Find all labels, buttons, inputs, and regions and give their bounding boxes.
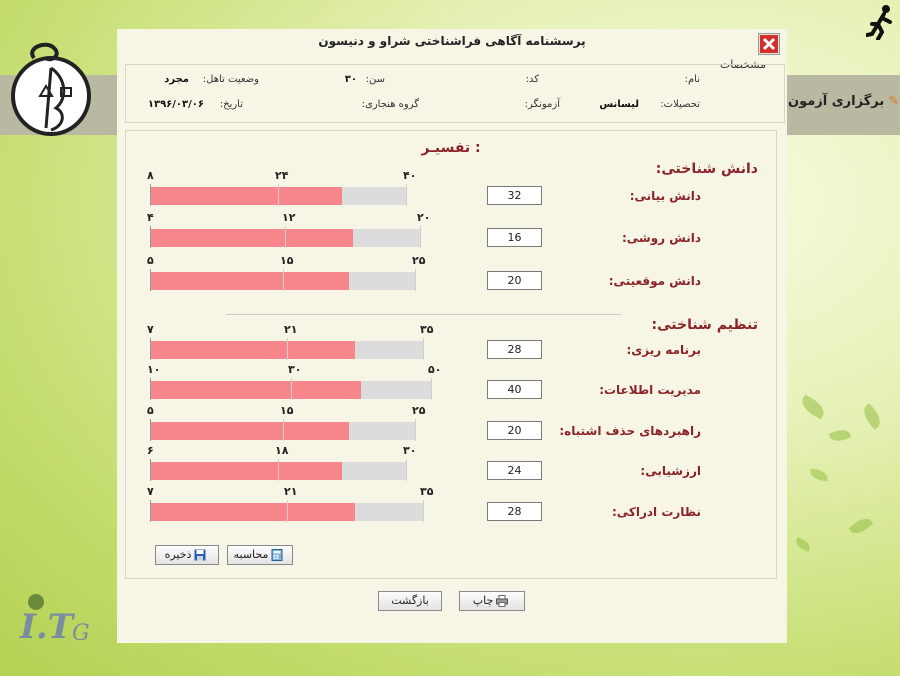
score-bar-axis — [150, 419, 151, 441]
info-label: مشخصات — [719, 58, 766, 71]
itg-logo-icon — [18, 592, 98, 652]
score-bar — [147, 169, 417, 205]
score-bar-tick — [423, 338, 424, 360]
score-bar-tick-label: ۷ — [147, 323, 154, 336]
score-bar-tick-label: ۲۱ — [284, 323, 298, 336]
printer-icon — [496, 595, 508, 607]
date-value: ۱۳۹۶/۰۳/۰۶ — [147, 99, 204, 110]
date-label: تاریخ: — [219, 99, 243, 110]
save-label: ذخیره — [164, 548, 192, 561]
score-bar-tick-label: ۶ — [147, 444, 154, 457]
score-bar-fill — [150, 187, 342, 205]
score-bar-tick — [431, 378, 432, 400]
score-value-field[interactable]: 32 — [487, 186, 542, 205]
score-bar-fill — [150, 462, 342, 480]
score-bar-tick — [287, 338, 288, 360]
start-test-link[interactable] — [788, 94, 899, 109]
calculate-button[interactable] — [227, 545, 293, 565]
running-man-icon[interactable] — [866, 4, 896, 40]
score-bar — [147, 444, 417, 480]
score-bar-tick-label: ۳۵ — [420, 485, 434, 498]
calculator-icon — [271, 549, 283, 561]
score-bar-tick — [283, 269, 284, 291]
start-test-label: برگزاری آزمون — [788, 94, 885, 109]
leaf-decoration — [794, 537, 812, 552]
leaf-decoration — [798, 394, 828, 419]
section-divider — [226, 314, 621, 315]
score-bar-tick — [415, 419, 416, 441]
score-bar-tick-label: ۳۵ — [420, 323, 434, 336]
score-bar-axis — [150, 184, 151, 206]
score-value-field[interactable]: 20 — [487, 421, 542, 440]
age-value: ۳۰ — [344, 74, 357, 85]
score-bar — [147, 485, 434, 521]
score-bar-tick-label: ۳۰ — [403, 444, 417, 457]
score-label: دانش موقعیتی: — [608, 274, 701, 288]
marital-value: مجرد — [164, 74, 189, 85]
score-bar-axis — [150, 378, 151, 400]
score-bar-tick-label: ۲۰ — [417, 211, 431, 224]
score-bar-tick-label: ۱۰ — [147, 363, 161, 376]
pencil-icon: ✎ — [888, 94, 900, 109]
score-bar-axis — [150, 459, 151, 481]
score-bar-axis — [150, 269, 151, 291]
print-button[interactable] — [459, 591, 525, 611]
score-bar-axis — [150, 500, 151, 522]
score-value-field[interactable]: 16 — [487, 228, 542, 247]
score-bar-tick-label: ۲۵ — [412, 254, 426, 267]
score-bar-tick — [420, 226, 421, 248]
leaf-decoration — [849, 514, 874, 537]
score-label: نظارت ادراکی: — [611, 505, 701, 519]
score-bar-fill — [150, 381, 361, 399]
close-icon — [759, 34, 779, 54]
score-bar-tick — [406, 184, 407, 206]
score-bar-tick — [406, 459, 407, 481]
close-button[interactable] — [758, 33, 780, 55]
print-label: چاپ — [472, 594, 494, 607]
score-bar-tick — [423, 500, 424, 522]
score-bar-tick-label: ۴۰ — [403, 169, 417, 182]
score-label: مدیریت اطلاعات: — [599, 383, 701, 397]
score-bar — [147, 363, 442, 399]
code-label: کد: — [525, 74, 539, 85]
save-button[interactable] — [155, 545, 219, 565]
score-bar-tick-label: ۲۱ — [284, 485, 298, 498]
score-bar-tick-label: ۱۸ — [275, 444, 289, 457]
score-value-field[interactable]: 24 — [487, 461, 542, 480]
score-label: راهبردهای حذف اشتباه: — [559, 424, 701, 438]
score-bar-tick — [285, 226, 286, 248]
calculate-label: محاسبه — [233, 548, 269, 561]
interpretation-panel — [125, 130, 777, 579]
score-bar-tick-label: ۴ — [147, 211, 154, 224]
score-bar-tick-label: ۵ — [147, 254, 154, 267]
score-bar-tick-label: ۸ — [147, 169, 154, 182]
score-bar-fill — [150, 341, 355, 359]
score-bar-tick-label: ۵ — [147, 404, 154, 417]
score-bar-tick-label: ۷ — [147, 485, 154, 498]
score-bar-tick-label: ۲۵ — [412, 404, 426, 417]
leaf-decoration — [809, 469, 828, 482]
score-label: دانش بیانی: — [629, 189, 701, 203]
score-bar-tick-label: ۱۲ — [282, 211, 296, 224]
info-panel — [125, 64, 785, 123]
score-value-field[interactable]: 40 — [487, 380, 542, 399]
score-value-field[interactable]: 28 — [487, 502, 542, 521]
score-bar-axis — [150, 226, 151, 248]
questionnaire-dialog — [117, 29, 787, 643]
leaf-decoration — [829, 427, 852, 444]
floppy-disk-icon — [194, 549, 206, 561]
section-cognitive-knowledge: دانش شناختی: — [655, 161, 758, 177]
score-label: ارزشیابی: — [640, 464, 701, 478]
score-label: دانش روشی: — [621, 231, 701, 245]
score-bar-tick — [278, 184, 279, 206]
score-bar-tick-label: ۲۴ — [275, 169, 289, 182]
score-bar-fill — [150, 229, 353, 247]
svg-text:G: G — [72, 621, 90, 646]
score-bar-tick — [283, 419, 284, 441]
examinee-label: آزمونگر: — [524, 99, 560, 110]
score-value-field[interactable]: 28 — [487, 340, 542, 359]
section-cognitive-regulation: تنظیم شناختی: — [651, 317, 758, 333]
score-bar-fill — [150, 422, 349, 440]
score-bar-tick-label: ۱۵ — [280, 404, 294, 417]
age-label: سن: — [365, 74, 385, 85]
norm-group-label: گروه هنجاری: — [361, 99, 419, 110]
score-value-field[interactable]: 20 — [487, 271, 542, 290]
back-label: بازگشت — [391, 594, 429, 607]
leaf-decoration — [859, 403, 884, 430]
score-bar — [147, 211, 431, 247]
score-label: برنامه ریزی: — [626, 343, 701, 357]
marital-label: وضعیت تاهل: — [202, 74, 259, 85]
svg-text:I.T: I.T — [20, 607, 74, 647]
education-value: لیسانس — [599, 99, 639, 110]
score-bar-axis — [150, 338, 151, 360]
interpretation-title: تفسیـر : — [421, 140, 481, 156]
score-bar — [147, 254, 426, 290]
score-bar-fill — [150, 272, 349, 290]
dialog-title: پرسشنامه آگاهی فراشناختی شراو و دنیسون — [318, 34, 586, 48]
score-bar-tick-label: ۳۰ — [288, 363, 302, 376]
score-bar — [147, 323, 434, 359]
score-bar-tick-label: ۱۵ — [280, 254, 294, 267]
brain-logo-icon — [6, 38, 96, 138]
score-bar-tick — [291, 378, 292, 400]
score-bar-fill — [150, 503, 355, 521]
back-button[interactable] — [378, 591, 442, 611]
score-bar-tick — [287, 500, 288, 522]
score-bar-tick — [415, 269, 416, 291]
name-label: نام: — [684, 74, 700, 85]
score-bar-tick — [278, 459, 279, 481]
score-bar — [147, 404, 426, 440]
score-bar-tick-label: ۵۰ — [428, 363, 442, 376]
education-label: تحصیلات: — [660, 99, 700, 110]
